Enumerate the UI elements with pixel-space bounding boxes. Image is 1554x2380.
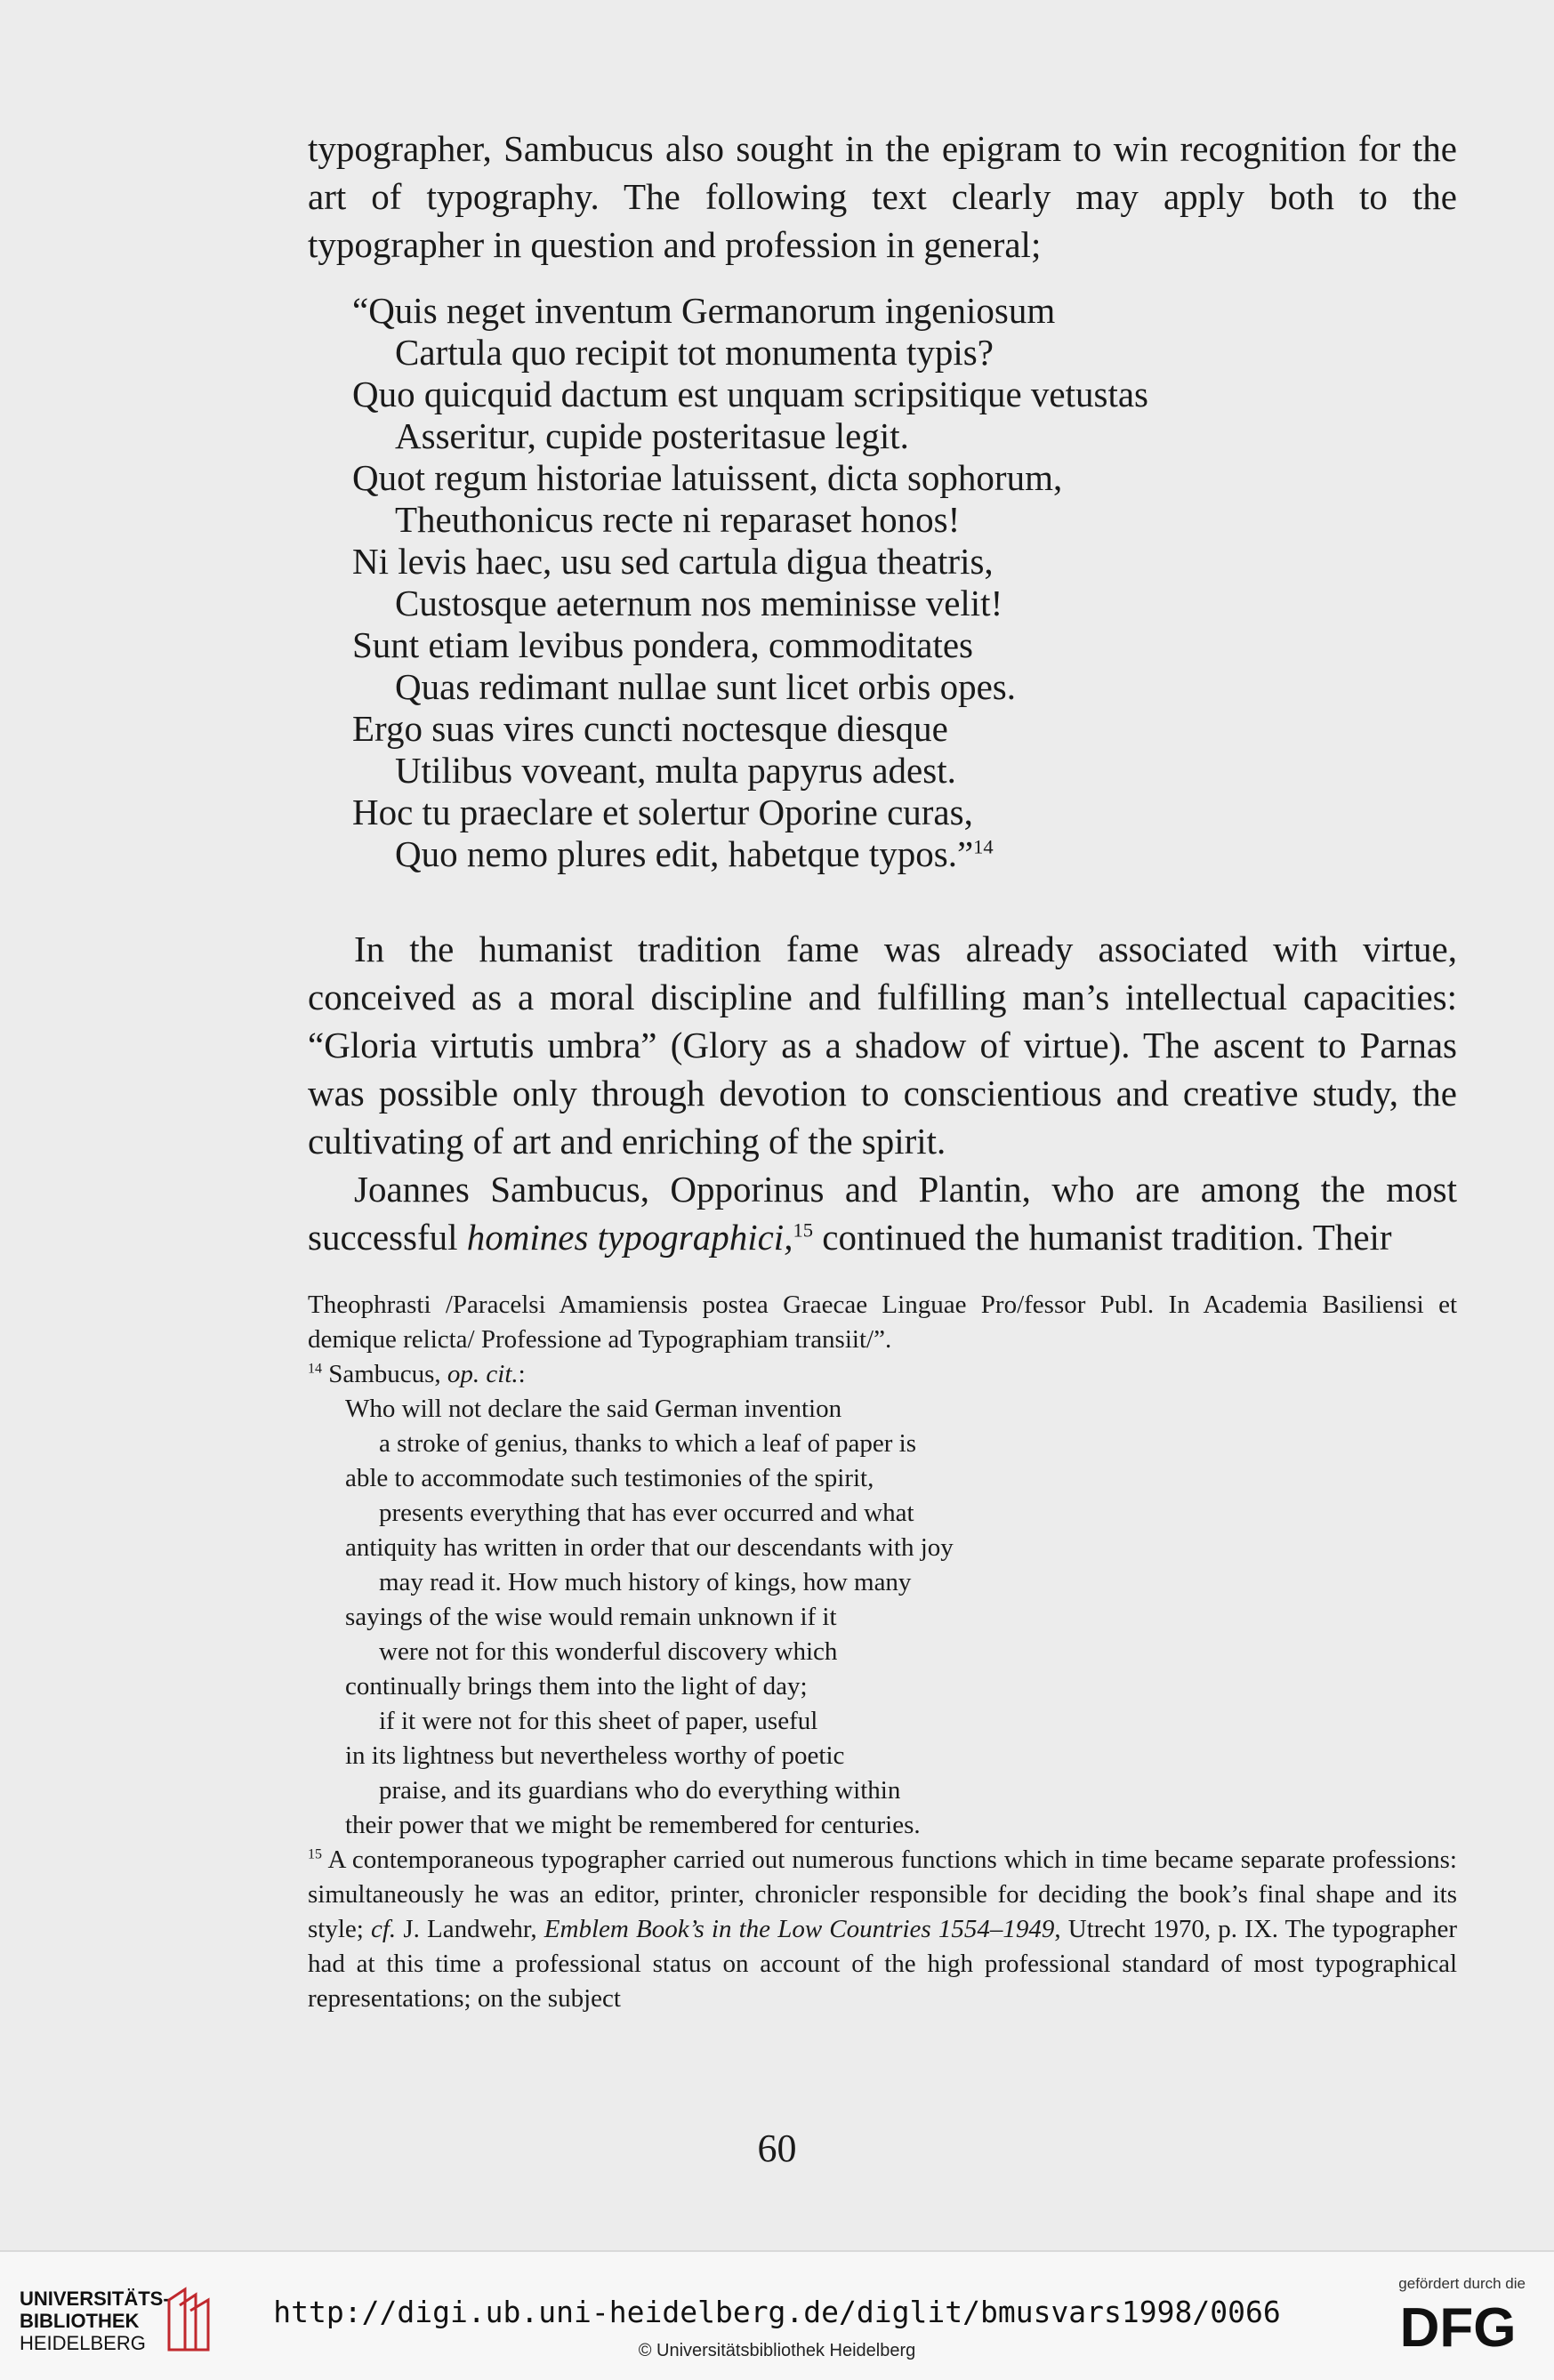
footnote-verse-line: antiquity has written in order that our descendants with joy <box>345 1533 954 1562</box>
main-paragraphs <box>308 925 1457 1261</box>
poem-line-text: Sunt etiam levibus pondera, commoditates <box>352 624 974 665</box>
poem-line-text: Quo nemo plures edit, habetque typos.” <box>395 833 974 874</box>
paragraph-sambucus <box>308 1165 1457 1261</box>
digitization-footer <box>0 2250 1554 2380</box>
poem-line <box>352 792 1148 833</box>
poem-line <box>352 499 1148 541</box>
poem-line <box>352 290 1148 332</box>
poem-line-text: Ni levis haec, usu sed cartula digua theatris, <box>352 541 994 582</box>
footnote-14-lead: Sambucus, <box>328 1360 447 1388</box>
dfg-logo-icon[interactable] <box>1387 2298 1529 2358</box>
footnote-verse-line: if it were not for this sheet of paper, useful <box>379 1707 818 1735</box>
homines-typographici-italic: homines typographici, <box>466 1217 793 1258</box>
poem-line <box>352 332 1148 374</box>
footnote-verse-line: sayings of the wise would remain unknown if it <box>345 1603 837 1631</box>
poem-line <box>352 708 1148 750</box>
footnote-15-number: 15 <box>308 1846 322 1862</box>
permalink-url[interactable]: http://digi.ub.uni-heidelberg.de/diglit/bmusvars1998/0066 <box>273 2295 1281 2329</box>
poem-line-text: Utilibus voveant, multa papyrus adest. <box>395 750 956 791</box>
paragraph-3-text-end: continued the humanist tradition. Their <box>813 1217 1392 1258</box>
library-name-line-2: BIBLIOTHEK <box>20 2310 140 2332</box>
footnote-verse-line: their power that we might be remembered for centuries. <box>345 1811 921 1839</box>
poem-line-text: Custosque aeternum nos meminisse velit! <box>395 583 1003 623</box>
page-number: 60 <box>757 2127 797 2170</box>
footnote-14-colon: : <box>518 1360 526 1388</box>
dfg-logo-text: DFG <box>1399 2298 1517 2353</box>
footnote-15 <box>308 1843 1457 2016</box>
poem-line-text: Quas redimant nullae sunt licet orbis opes. <box>395 666 1016 707</box>
footnote-verse-line: continually brings them into the light of day; <box>345 1672 808 1701</box>
footnote-15-text-2: J. Landwehr, <box>396 1915 544 1943</box>
poem-line-text: Cartula quo recipit tot monumenta typis? <box>395 332 994 373</box>
poem-line <box>352 666 1148 708</box>
footnote-ref-14[interactable]: 14 <box>973 835 994 858</box>
footnote-verse-line: in its lightness but nevertheless worthy of poetic <box>345 1741 845 1770</box>
poem-line <box>352 541 1148 583</box>
paragraph-humanist-tradition: In the humanist tradition fame was already associated with virtue, conceived as a moral discipline and fulfilling man’s intellectual capacities: “Gloria virtutis umbra” (Glory as a shadow of virtue). The ascent to Parnas was possible only through devotion to conscientious and creative study, the cultivating of art and enriching of the spirit. <box>308 929 1457 1162</box>
library-name-line-1: UNIVERSITÄTS- <box>20 2288 170 2310</box>
footnote-verse-line: were not for this wonderful discovery which <box>379 1637 838 1666</box>
footnote-14-op-cit: op. cit. <box>447 1360 519 1388</box>
top-paragraph <box>308 125 1457 269</box>
footnote-ref-15[interactable]: 15 <box>793 1218 813 1242</box>
footnote-14 <box>308 1357 1457 1392</box>
footnote-15-text-3: , Utrecht 1970, p. IX. The typographer had at this time a professional status on account of the high professional standard of most typographical representations; on the subject <box>308 1915 1457 2013</box>
footnote-14-number: 14 <box>308 1361 322 1377</box>
footnote-continuation: Theophrasti /Paracelsi Amamiensis postea Graecae Linguae Pro/fessor Publ. In Academia Basiliensi et demique relicta/ Professione ad Typographiam transiit/”. <box>308 1291 1457 1354</box>
library-name-line-3: HEIDELBERG <box>20 2332 146 2354</box>
footnote-14-translation <box>308 1392 1457 1843</box>
footnote-verse-line: praise, and its guardians who do everything within <box>379 1776 901 1805</box>
poem-line-text: Ergo suas vires cuncti noctesque diesque <box>352 708 948 749</box>
footnote-verse-line: able to accommodate such testimonies of the spirit, <box>345 1464 874 1492</box>
top-paragraph-text: typographer, Sambucus also sought in the epigram to win recognition for the art of typography. The following text clearly may apply both to the typographer in question and profession in general; <box>308 128 1457 265</box>
footnote-verse-line: may read it. How much history of kings, how many <box>379 1568 912 1596</box>
poem-line-text: Quo quicquid dactum est unquam scripsitique vetustas <box>352 374 1149 414</box>
footnote-verse-line: a stroke of genius, thanks to which a leaf of paper is <box>379 1429 916 1458</box>
footnote-verse-line: Who will not declare the said German invention <box>345 1395 842 1423</box>
poem-line <box>352 457 1148 499</box>
footnote-verse-line: presents everything that has ever occurred and what <box>379 1499 914 1527</box>
poem-line <box>352 415 1148 457</box>
footnote-15-cf: cf. <box>370 1915 397 1943</box>
funded-by-label: gefördert durch die <box>1398 2275 1526 2292</box>
footnote-15-book-title: Emblem Book’s in the Low Countries 1554–1949 <box>543 1915 1055 1943</box>
poem-line <box>352 833 1148 875</box>
paragraph-3-text-start: Joannes Sambucus, Opporinus and Plantin, who are among the most successful <box>308 1169 1457 1258</box>
poem-line <box>352 374 1148 415</box>
copyright-notice: © Universitätsbibliothek Heidelberg <box>638 2341 916 2360</box>
poem-line-text: Quot regum historiae latuissent, dicta sophorum, <box>352 457 1063 498</box>
poem-line-text: Asseritur, cupide posteritasue legit. <box>395 415 909 456</box>
poem-line-text: “Quis neget inventum Germanorum ingeniosum <box>352 290 1056 331</box>
poem-line-text: Hoc tu praeclare et solertur Oporine curas, <box>352 792 973 832</box>
poem-line <box>352 750 1148 792</box>
poem-line <box>352 583 1148 624</box>
poem-line <box>352 624 1148 666</box>
footnote-15-text-1: A contemporaneous typographer carried out numerous functions which in time became separate professions: simultaneously he was an editor, printer, chronicler responsible for deciding the book’s final shape and its style; <box>308 1845 1457 1943</box>
poem-line-text: Theuthonicus recte ni reparaset honos! <box>395 499 961 540</box>
latin-poem <box>352 290 1148 875</box>
footnotes <box>308 1288 1457 2016</box>
